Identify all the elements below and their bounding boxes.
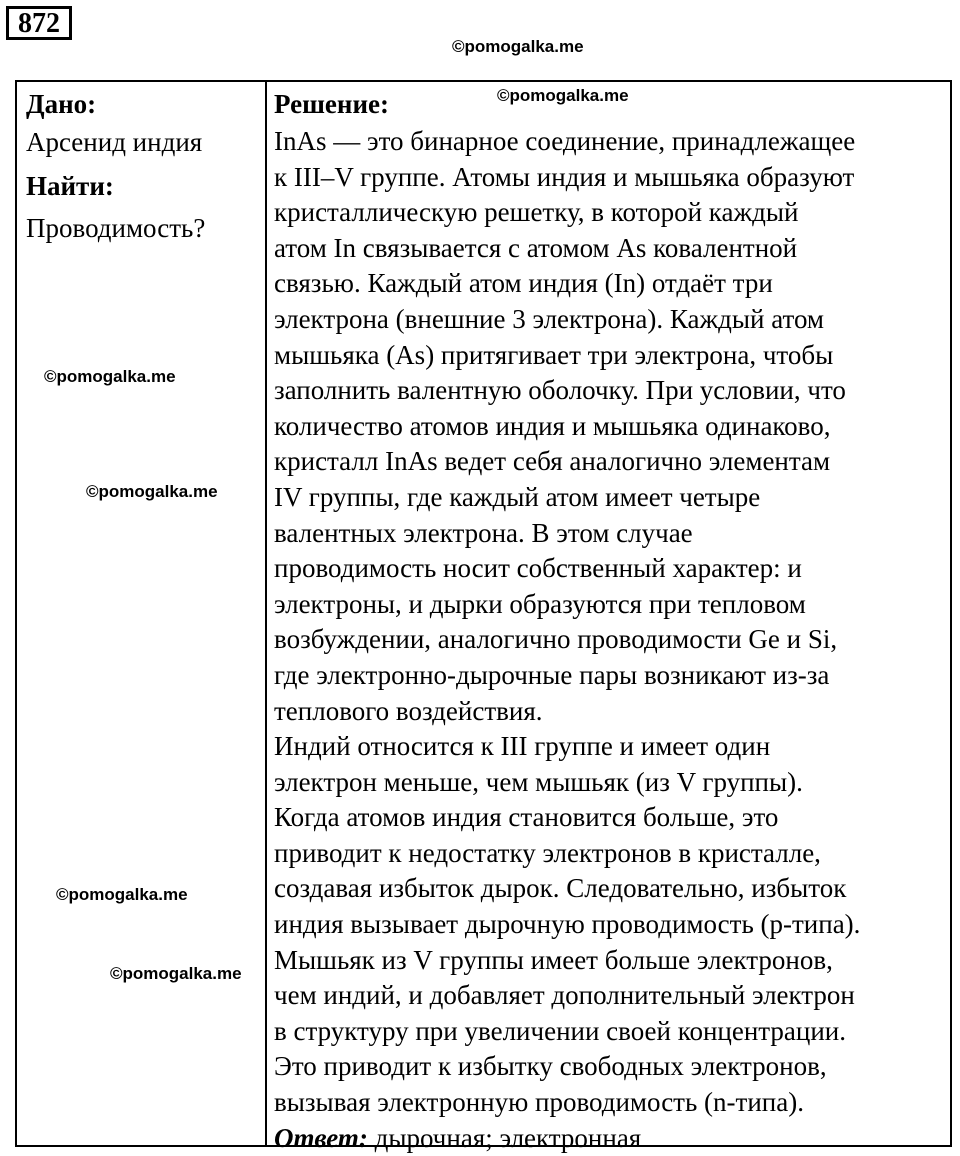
solution-line: электрон меньше, чем мышьяк (из V группы). <box>274 766 803 797</box>
solution-line: Когда атомов индия становится больше, это <box>274 802 779 833</box>
solution-line: теплового воздействия. <box>274 695 543 726</box>
watermark: ©pomogalka.me <box>56 885 188 904</box>
solution-line: возбуждении, аналогично проводимости Ge и Si, <box>274 624 838 655</box>
watermark: ©pomogalka.me <box>86 482 218 501</box>
solution-line: где электронно-дырочные пары возникают из-за <box>274 659 830 690</box>
solution-line: чем индий, и добавляет дополнительный электрон <box>274 980 855 1011</box>
solution-line: индия вызывает дырочную проводимость (p-типа). <box>274 909 861 940</box>
find-item: Проводимость? <box>26 213 206 243</box>
solution-line: проводимость носит собственный характер: и <box>274 553 802 584</box>
watermark: ©pomogalka.me <box>497 86 629 105</box>
column-divider <box>265 82 267 1145</box>
solution-line: InAs — это бинарное соединение, принадлежащее <box>274 126 856 156</box>
solution-line: в структуру при увеличении своей концентрации. <box>274 1015 847 1046</box>
given-item: Арсенид индия <box>26 127 203 157</box>
solution-heading: Решение: <box>274 89 389 119</box>
solution-line: создавая избыток дырок. Следовательно, избыток <box>274 873 847 904</box>
solution-line: атом In связывается с атомом As ковалентной <box>274 232 798 263</box>
solution-column <box>274 84 949 1156</box>
answer-text: дырочная; электронная <box>374 1122 642 1153</box>
watermark: ©pomogalka.me <box>110 964 242 983</box>
solution-line: электрона (внешние 3 электрона). Каждый атом <box>274 303 825 334</box>
solution-text <box>274 124 949 1156</box>
solution-line: электроны, и дырки образуются при тепловом <box>274 588 806 619</box>
solution-line: к III–V группе. Атомы индия и мышьяка образуют <box>274 161 855 192</box>
solution-line: кристалл InAs ведет себя аналогично элементам <box>274 446 831 477</box>
solution-table <box>15 80 952 1153</box>
solution-line: валентных электрона. В этом случае <box>274 517 693 548</box>
solution-line: заполнить валентную оболочку. При условии, что <box>274 375 846 406</box>
solution-line: вызывая электронную проводимость (n-типа). <box>274 1087 804 1118</box>
solution-line: Мышьяк из V группы имеет больше электронов, <box>274 944 833 975</box>
solution-line: Это приводит к избытку свободных электронов, <box>274 1051 827 1082</box>
solution-line: связью. Каждый атом индия (In) отдаёт три <box>274 268 773 299</box>
watermark: ©pomogalka.me <box>44 367 176 386</box>
find-heading: Найти: <box>26 171 114 201</box>
given-heading: Дано: <box>26 89 97 119</box>
solution-line: IV группы, где каждый атом имеет четыре <box>274 481 761 512</box>
problem-number: 872 <box>6 6 72 40</box>
solution-line: мышьяка (As) притягивает три электрона, чтобы <box>274 339 834 370</box>
solution-line: Индий относится к III группе и имеет один <box>274 731 771 762</box>
answer-label: Ответ: <box>274 1122 368 1153</box>
solution-line: кристаллическую решетку, в которой каждый <box>274 197 799 228</box>
solution-line: приводит к недостатку электронов в кристалле, <box>274 837 821 868</box>
solution-line: количество атомов индия и мышьяка одинаково, <box>274 410 831 441</box>
watermark: ©pomogalka.me <box>452 37 584 56</box>
